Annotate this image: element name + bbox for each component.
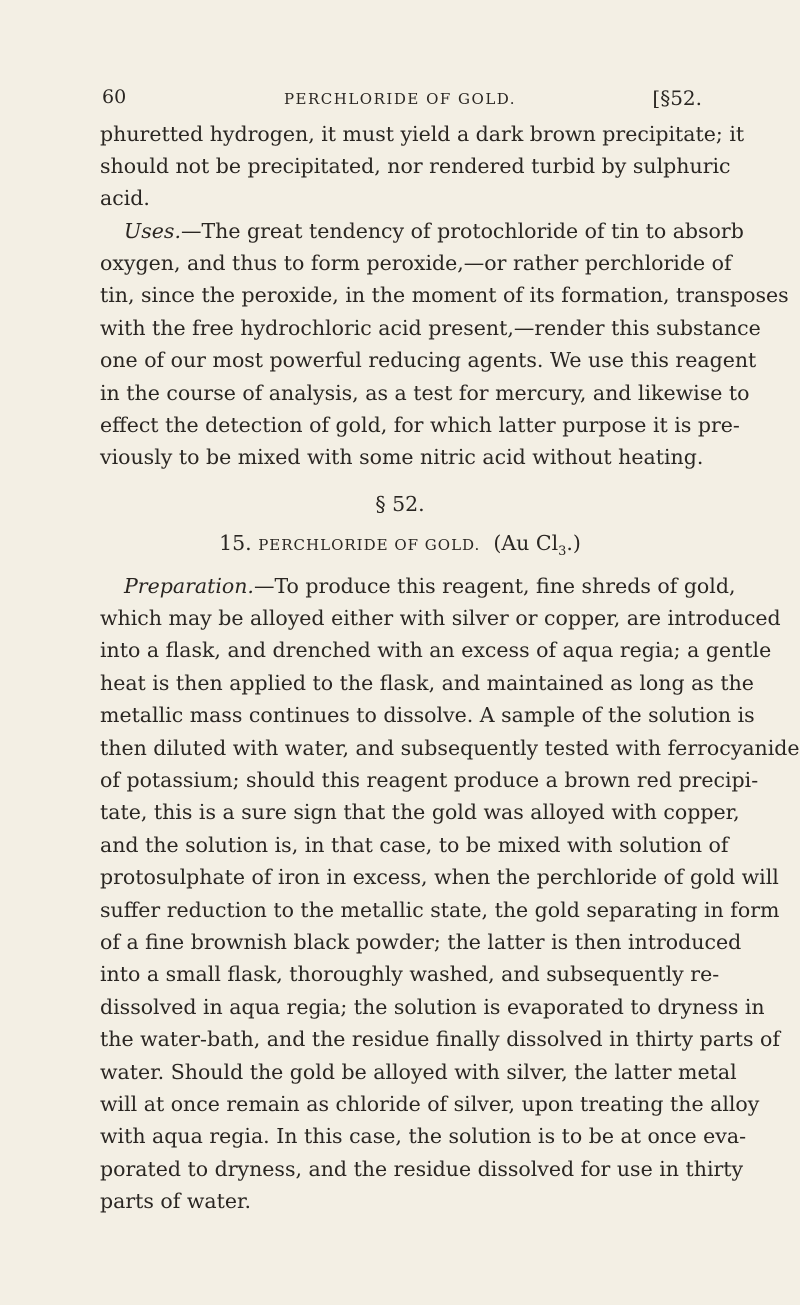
text-line: tate, this is a sure sign that the gold was alloyed with copper, [100, 800, 740, 825]
text-line: porated to dryness, and the residue dissolved for use in thirty [100, 1156, 744, 1181]
text-line: effect the detection of gold, for which latter purpose it is pre- [100, 413, 740, 437]
text-line: viously to be mixed with some nitric acid without heating. [100, 445, 704, 470]
text-line: protosulphate of iron in excess, when the perchloride of gold will [100, 865, 779, 890]
text-line: metallic mass continues to dissolve. A sample of the solution is [100, 703, 755, 728]
text-line: with the free hydrochloric acid present,—render this substance [100, 315, 761, 340]
text-line: the water-bath, and the residue finally dissolved in thirty parts of [100, 1027, 780, 1052]
text-line: one of our most powerful reducing agents. We use this reagent [100, 348, 757, 373]
page-number: 60 [102, 86, 127, 108]
section-mark: § 52. [375, 492, 425, 516]
section-number: 15. [219, 531, 252, 555]
text-line: acid. [100, 186, 150, 210]
section-heading [100, 533, 700, 558]
text-line: will at once remain as chloride of silver, upon treating the alloy [100, 1092, 760, 1116]
text-segment: —To produce this reagent, fine shreds of gold, [253, 574, 736, 598]
preparation-label: Preparation. [124, 574, 254, 598]
text-line: heat is then applied to the flask, and maintained as long as the [100, 670, 754, 695]
running-title: PERCHLORIDE OF GOLD. [283, 90, 517, 108]
text-line: in the course of analysis, as a test for mercury, and likewise to [100, 380, 750, 405]
text-line: dissolved in aqua regia; the solution is evaporated to dryness in [100, 994, 765, 1019]
preparation-first-line [124, 574, 736, 598]
text-segment: —The great tendency of protochloride of tin to absorb [180, 219, 744, 243]
text-line: of potassium; should this reagent produce a brown red precipi- [100, 768, 759, 792]
chemical-formula: (Au $Cl_3$.) [493, 531, 581, 560]
text-line: suffer reduction to the metallic state, the gold separating in form [100, 897, 780, 922]
text-line: phuretted hydrogen, it must yield a dark brown precipitate; it [100, 122, 745, 146]
section-reference: [§52. [652, 86, 702, 110]
uses-first-line [124, 219, 744, 243]
text-line: parts of water. [100, 1189, 252, 1214]
section-title: PERCHLORIDE OF GOLD. [258, 536, 481, 554]
text-line: should not be precipitated, nor rendered turbid by sulphuric [100, 154, 731, 178]
text-line: tin, since the peroxide, in the moment of its formation, transposes [100, 283, 789, 308]
text-line: with aqua regia. In this case, the solution is to be at once eva- [100, 1124, 746, 1149]
text-line: then diluted with water, and subsequently tested with ferrocyanide [100, 735, 800, 760]
uses-label: Uses. [124, 219, 181, 243]
text-line: and the solution is, in that case, to be mixed with solution of [100, 832, 729, 857]
text-line: into a flask, and drenched with an excess of aqua regia; a gentle [100, 638, 772, 663]
text-line: water. Should the gold be alloyed with silver, the latter metal [100, 1059, 737, 1084]
text-line: into a small flask, thoroughly washed, and subsequently re- [100, 962, 720, 987]
text-line: which may be alloyed either with silver or copper, are introduced [100, 606, 781, 630]
text-line: oxygen, and thus to form peroxide,—or rather perchloride of [100, 251, 732, 275]
text-line: of a fine brownish black powder; the latter is then introduced [100, 930, 742, 954]
